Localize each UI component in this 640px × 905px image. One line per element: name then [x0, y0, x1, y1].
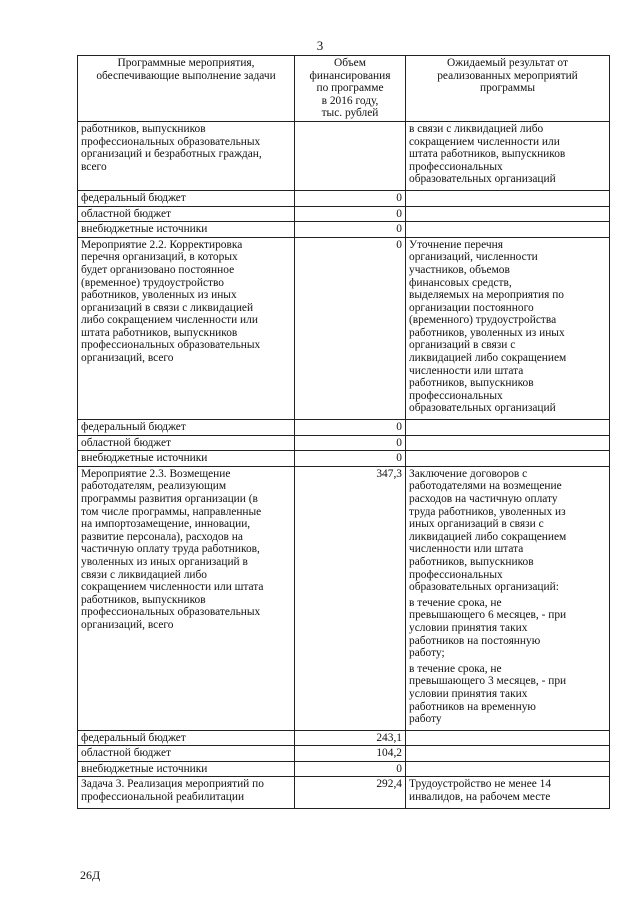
measure-cell: федеральный бюджет	[78, 190, 295, 206]
measure-cell: областной бюджет	[78, 206, 295, 222]
header-funding: Объем финансирования по программе в 2016 году, тыс. рублей	[295, 56, 406, 122]
table-row	[78, 222, 610, 238]
header-result: Ожидаемый результат от реализованных мероприятий программы	[406, 56, 610, 122]
result-cell	[406, 190, 610, 206]
result-cell	[406, 730, 610, 746]
table-row	[78, 190, 610, 206]
table-row	[78, 761, 610, 777]
table-row	[78, 121, 610, 190]
measure-cell: областной бюджет	[78, 746, 295, 762]
funding-cell	[295, 121, 406, 190]
program-table	[77, 55, 610, 809]
result-cell	[406, 451, 610, 467]
table-row	[78, 451, 610, 467]
table-row	[78, 746, 610, 762]
measure-cell: областной бюджет	[78, 435, 295, 451]
result-cell	[406, 777, 610, 808]
measure-cell: внебюджетные источники	[78, 761, 295, 777]
table-row	[78, 237, 610, 419]
funding-cell: 347,3	[295, 466, 406, 730]
funding-cell: 0	[295, 206, 406, 222]
result-paragraph: Трудоустройство не менее 14 инвалидов, на рабочем месте	[409, 778, 552, 804]
result-paragraph: в связи с ликвидацией либо сокращением численности или штата работников, выпускников профессиональных образовательных организаций	[409, 122, 566, 186]
funding-cell: 0	[295, 435, 406, 451]
funding-cell: 292,4	[295, 777, 406, 808]
measure-cell: федеральный бюджет	[78, 420, 295, 436]
result-paragraph: Уточнение перечня организаций, численности участников, объемов финансовых средств, выделяемых на мероприятия по организации постоянного (временного) трудоустройства работников, уволенных из иных организаций в связи с ликвидацией либо сокращением численности или штата работников, выпускников профессиональных образовательных организаций	[409, 238, 567, 415]
result-cell	[406, 237, 610, 419]
footer-code: 26Д	[80, 868, 101, 882]
measure-cell: внебюджетные источники	[78, 222, 295, 238]
table-row	[78, 730, 610, 746]
funding-cell: 0	[295, 451, 406, 467]
measure-cell: Задача 3. Реализация мероприятий по профессиональной реабилитации	[78, 777, 295, 808]
table-row	[78, 435, 610, 451]
table-header-row	[78, 56, 610, 122]
header-measures: Программные мероприятия, обеспечивающие выполнение задачи	[78, 56, 295, 122]
result-cell	[406, 121, 610, 190]
result-paragraph: Заключение договоров с работодателями на возмещение расходов на частичную оплату труда работников, уволенных из иных организаций в связи с ликвидацией либо сокращением численности или штата работников, выпускников профессиональных образовательных организаций:	[409, 467, 567, 594]
funding-cell: 0	[295, 190, 406, 206]
funding-cell: 0	[295, 222, 406, 238]
result-cell	[406, 206, 610, 222]
result-paragraph: в течение срока, не превышающего 3 месяцев, - при условии принятия таких работников на временную работу	[409, 662, 567, 726]
funding-cell: 243,1	[295, 730, 406, 746]
result-cell	[406, 466, 610, 730]
table-row	[78, 466, 610, 730]
funding-cell: 0	[295, 237, 406, 419]
measure-cell: федеральный бюджет	[78, 730, 295, 746]
result-paragraph: в течение срока, не превышающего 6 месяцев, - при условии принятия таких работников на постоянную работу;	[409, 596, 567, 660]
result-cell	[406, 222, 610, 238]
funding-cell: 104,2	[295, 746, 406, 762]
funding-cell: 0	[295, 420, 406, 436]
table-row	[78, 777, 610, 808]
page-number: 3	[316, 38, 324, 53]
funding-cell: 0	[295, 761, 406, 777]
measure-cell: работников, выпускников профессиональных образовательных организаций и безработных граждан, всего	[78, 121, 295, 190]
table-row	[78, 420, 610, 436]
table-row	[78, 206, 610, 222]
result-cell	[406, 746, 610, 762]
result-cell	[406, 761, 610, 777]
measure-cell: внебюджетные источники	[78, 451, 295, 467]
measure-cell: Мероприятие 2.2. Корректировка перечня организаций, в которых будет организовано постоянное (временное) трудоустройство работников, уволенных из иных организаций в связи с ликвидацией либо сокращением численности или штата работников, выпускников профессиональных образовательных организаций, всего	[78, 237, 295, 419]
result-cell	[406, 435, 610, 451]
result-cell	[406, 420, 610, 436]
measure-cell: Мероприятие 2.3. Возмещение работодателям, реализующим программы развития организации (в том числе программы, направленные на импортозамещение, инновации, развитие персонала), расходов на частичную оплату труда работников, уволенных из иных организаций в связи с ликвидацией либо сокращением численности или штата работников, выпускников профессиональных образовательных организаций, всего	[78, 466, 295, 730]
